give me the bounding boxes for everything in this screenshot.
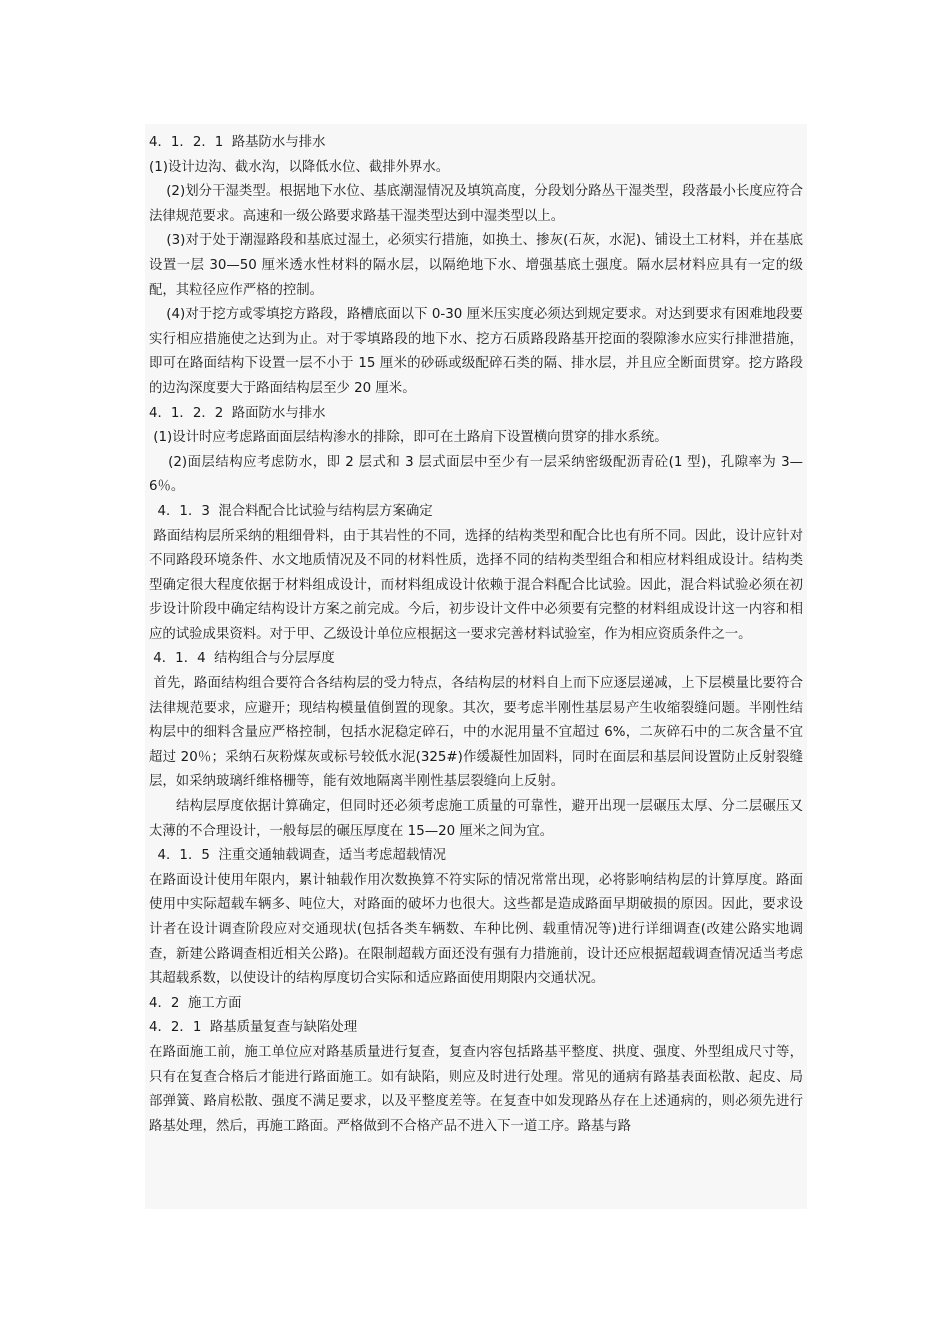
body-paragraph: 路面结构层所采纳的粗细骨料，由于其岩性的不同，选择的结构类型和配合比也有所不同。因此，设计应针对不同路段环境条件、水文地质情况及不同的材料性质，选择不同的结构类型组合和相应材料组成设计。结构类型确定很大程度依据于材料组成设计，而材料组成设计依赖于混合料配合比试验。因此，混合料试验必须在初步设计阶段中确定结构设计方案之前完成。今后，初步设计文件中必须要有完整的材料组成设计这一内容和相应的试验成果资料。对于甲、乙级设计单位应根据这一要求完善材料试验室，作为相应资质条件之一。	[149, 528, 803, 642]
section-heading: 4．1．4 结构组合与分层厚度	[149, 651, 335, 667]
body-paragraph: (1)设计时应考虑路面面层结构渗水的排除，即可在土路肩下设置横向贯穿的排水系统。	[149, 430, 668, 446]
document-page	[145, 124, 807, 1209]
section-heading: 4．1．2．1 路基防水与排水	[149, 135, 326, 150]
body-paragraph: (2)划分干湿类型。根据地下水位、基底潮湿情况及填筑高度，分段划分路丛干湿类型，段落最小长度应符合法律规范要求。高速和一级公路要求路基干湿类型达到中湿类型以上。	[149, 184, 804, 224]
body-paragraph: 在路面施工前，施工单位应对路基质量进行复查，复查内容包括路基平整度、拱度、强度、外型组成尺寸等，只有在复查合格后才能进行路面施工。如有缺陷，则应及时进行处理。常见的通病有路基表面松散、起皮、局部弹簧、路肩松散、强度不满足要求，以及平整度差等。在复查中如发现路丛存在上述通病的，则必须先进行路基处理，然后，再施工路面。严格做到不合格产品不进入下一道工序。路基与路	[149, 1044, 803, 1134]
body-paragraph: (1)设计边沟、截水沟，以降低水位、截排外界水。	[149, 159, 450, 175]
section-heading: 4．2．1 路基质量复查与缺陷处理	[149, 1020, 358, 1036]
section-heading: 4．1．2．2 路面防水与排水	[149, 405, 326, 421]
section-heading: 4．2 施工方面	[149, 995, 242, 1011]
section-heading: 4．1．3 混合料配合比试验与结构层方案确定	[149, 503, 433, 519]
body-paragraph: (4)对于挖方或零填挖方路段，路槽底面以下 0-30 厘米压实度必须达到规定要求。对达到要求有困难地段要实行相应措施使之达到为止。对于零填路段的地下水、挖方石质路段路基开挖面的裂隙渗水应实行排泄措施，即可在路面结构下设置一层不小于 15 厘米的砂砾或级配碎石类的隔、排水层，并且应全断面贯穿。挖方路段的边沟深度要大于路面结构层至少 20 厘米。	[149, 307, 803, 396]
body-paragraph: 在路面设计使用年限内，累计轴载作用次数换算不符实际的情况常常出现，必将影响结构层的计算厚度。路面使用中实际超载车辆多、吨位大，对路面的破坏力也很大。这些都是造成路面早期破损的原因。因此，要求设计者在设计调查阶段应对交通现状(包括各类车辆数、车种比例、载重情况等)进行详细调查(改建公路实地调查，新建公路调查相近相关公路)。在限制超载方面还没有强有力措施前，设计还应根据超载调查情况适当考虑其超载系数，以使设计的结构厚度切合实际和适应路面使用期限内交通状况。	[149, 872, 803, 987]
body-paragraph: 首先，路面结构组合要符合各结构层的受力特点，各结构层的材料自上而下应逐层递减，上下层模量比要符合法律规范要求，应避开；现结构模量值倒置的现象。其次，要考虑半刚性基层易产生收缩裂缝问题。半刚性结构层中的细料含量应严格控制，包括水泥稳定碎石，中的水泥用量不宜超过 6%，二灰碎石中的二灰含量不宜超过 20％；采纳石灰粉煤灰或标号较低水泥(325#)作缓凝性加固料，同时在面层和基层间设置防止反射裂缝层，如采纳玻璃纤维格栅等，能有效地隔离半刚性基层裂缝向上反射。	[149, 676, 803, 790]
body-paragraph: (2)面层结构应考虑防水，即 2 层式和 3 层式面层中至少有一层采纳密级配沥青砼(1 型)，孔隙率为 3—6％。	[149, 454, 804, 495]
body-paragraph: (3)对于处于潮湿路段和基底过湿土，必须实行措施，如换土、掺灰(石灰，水泥)、铺设土工材料，并在基底设置一层 30—50 厘米透水性材料的隔水层，以隔绝地下水、增强基底土强度。隔水层材料应具有一定的级配，其粒径应作严格的控制。	[149, 233, 803, 298]
body-paragraph: 结构层厚度依据计算确定，但同时还必须考虑施工质量的可靠性，避开出现一层碾压太厚、分二层碾压又太薄的不合理设计，一般每层的碾压厚度在 15—20 厘米之间为宜。	[149, 799, 803, 839]
section-heading: 4．1．5 注重交通轴载调查，适当考虑超载情况	[149, 848, 447, 864]
